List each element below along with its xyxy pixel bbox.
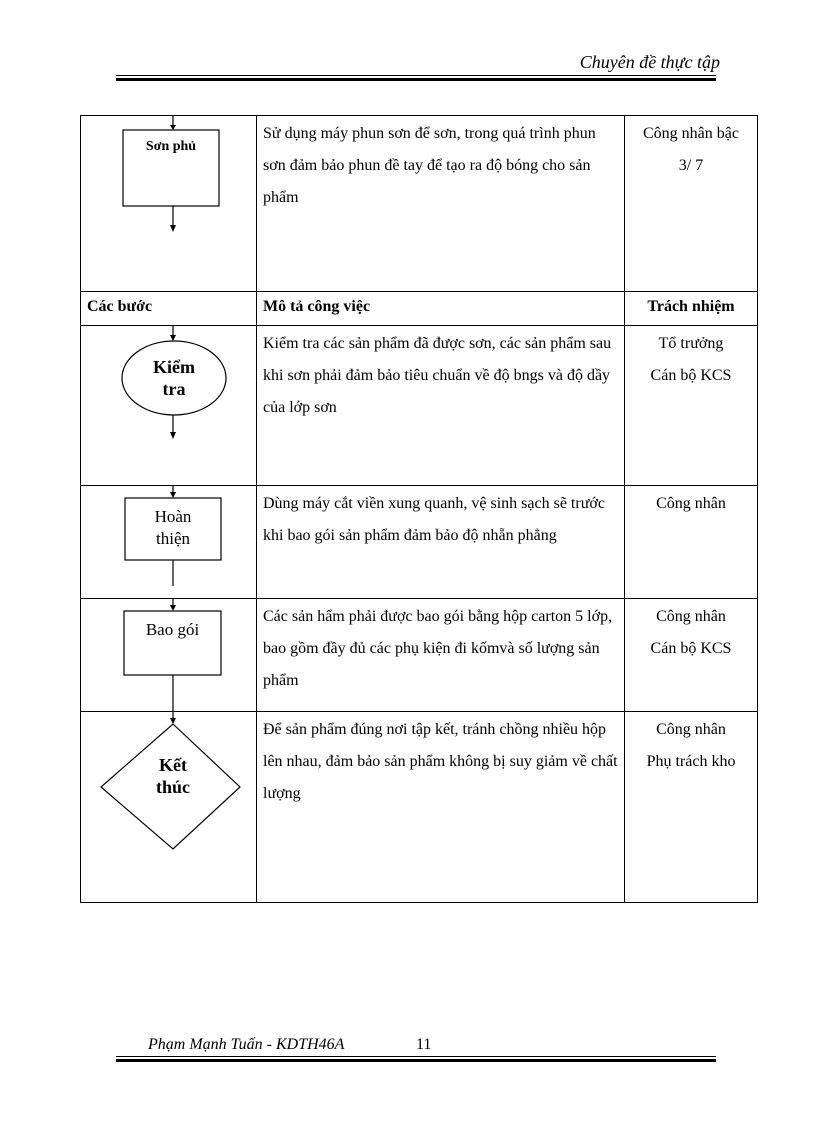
flow-ellipse-shape: [81, 326, 257, 486]
responsible-cell: [625, 599, 758, 712]
responsible-line: 3/ 7: [678, 157, 704, 174]
description-cell: Các sản hẩm phải được bao gói bằng hộp carton 5 lớp, bao gồm đầy đủ các phụ kiện đi kốmvà số lượng sản phẩm: [257, 599, 625, 712]
step-label-line: Hoàn: [154, 507, 192, 526]
step-label-line: thúc: [155, 777, 190, 797]
step-cell: [81, 599, 257, 712]
process-table: [80, 115, 758, 903]
step-label-line: thiện: [156, 529, 190, 548]
flow-diamond-shape: [81, 712, 257, 903]
step-label-line: tra: [162, 379, 186, 399]
responsible-cell: [625, 116, 758, 292]
responsible-line: Công nhân: [656, 608, 726, 625]
responsible-line: Tổ trưởng: [658, 335, 724, 352]
step-label: [125, 506, 221, 550]
step-label: [125, 356, 223, 400]
table-header-row: [81, 292, 758, 326]
table-row: [81, 486, 758, 599]
step-label: [137, 754, 209, 798]
step-cell: [81, 116, 257, 292]
step-cell: [81, 326, 257, 486]
responsible-line: Cán bộ KCS: [650, 367, 732, 384]
footer-author: Phạm Mạnh Tuấn - KDTH46A: [148, 1036, 345, 1053]
description-cell: Dùng máy cắt viền xung quanh, vệ sinh sạch sẽ trước khi bao gói sản phẩm đảm bảo độ nhẵn phẳng: [257, 486, 625, 599]
responsible-cell: [625, 486, 758, 599]
table-row: [81, 599, 758, 712]
step-cell: [81, 712, 257, 903]
step-label-line: Kiểm: [153, 357, 195, 377]
responsible-line: Cán bộ KCS: [650, 640, 732, 657]
column-header-description: Mô tả công việc: [257, 292, 625, 326]
header-rule: [116, 75, 716, 76]
responsible-cell: [625, 326, 758, 486]
column-header-responsibility: Trách nhiệm: [625, 292, 758, 326]
responsible-cell: [625, 712, 758, 903]
step-cell: [81, 486, 257, 599]
flow-rectangle-shape: [81, 599, 257, 712]
description-cell: Kiểm tra các sản phẩm đã được sơn, các sản phẩm sau khi sơn phải đảm bảo tiêu chuẩn về độ bngs và độ dầy của lớp sơn: [257, 326, 625, 486]
header-rule-thick: [116, 78, 716, 81]
step-label-line: Kết: [159, 755, 187, 775]
table-row: [81, 712, 758, 903]
table-row: [81, 116, 758, 292]
responsible-line: Công nhân: [656, 721, 726, 738]
header-title: Chuyên đề thực tập: [579, 52, 720, 72]
footer-rule: [116, 1056, 716, 1057]
column-header-steps: Các bước: [81, 292, 257, 326]
table-row: [81, 326, 758, 486]
footer-rule-thick: [116, 1059, 716, 1062]
responsible-line: Công nhân bậc: [643, 125, 739, 142]
step-label: Sơn phủ: [145, 139, 197, 154]
responsible-line: Phụ trách kho: [646, 753, 736, 770]
description-cell: Để sản phẩm đúng nơi tập kết, tránh chồng nhiều hộp lên nhau, đảm bảo sản phẩm không bị suy giảm về chất lượng: [257, 712, 625, 903]
page-number: 11: [416, 1036, 432, 1053]
step-label: Bao gói: [145, 620, 200, 639]
responsible-line: Công nhân: [656, 495, 726, 512]
description-cell: Sử dụng máy phun sơn để sơn, trong quá trình phun sơn đảm bảo phun đề tay để tạo ra độ bóng cho sản phẩm: [257, 116, 625, 292]
